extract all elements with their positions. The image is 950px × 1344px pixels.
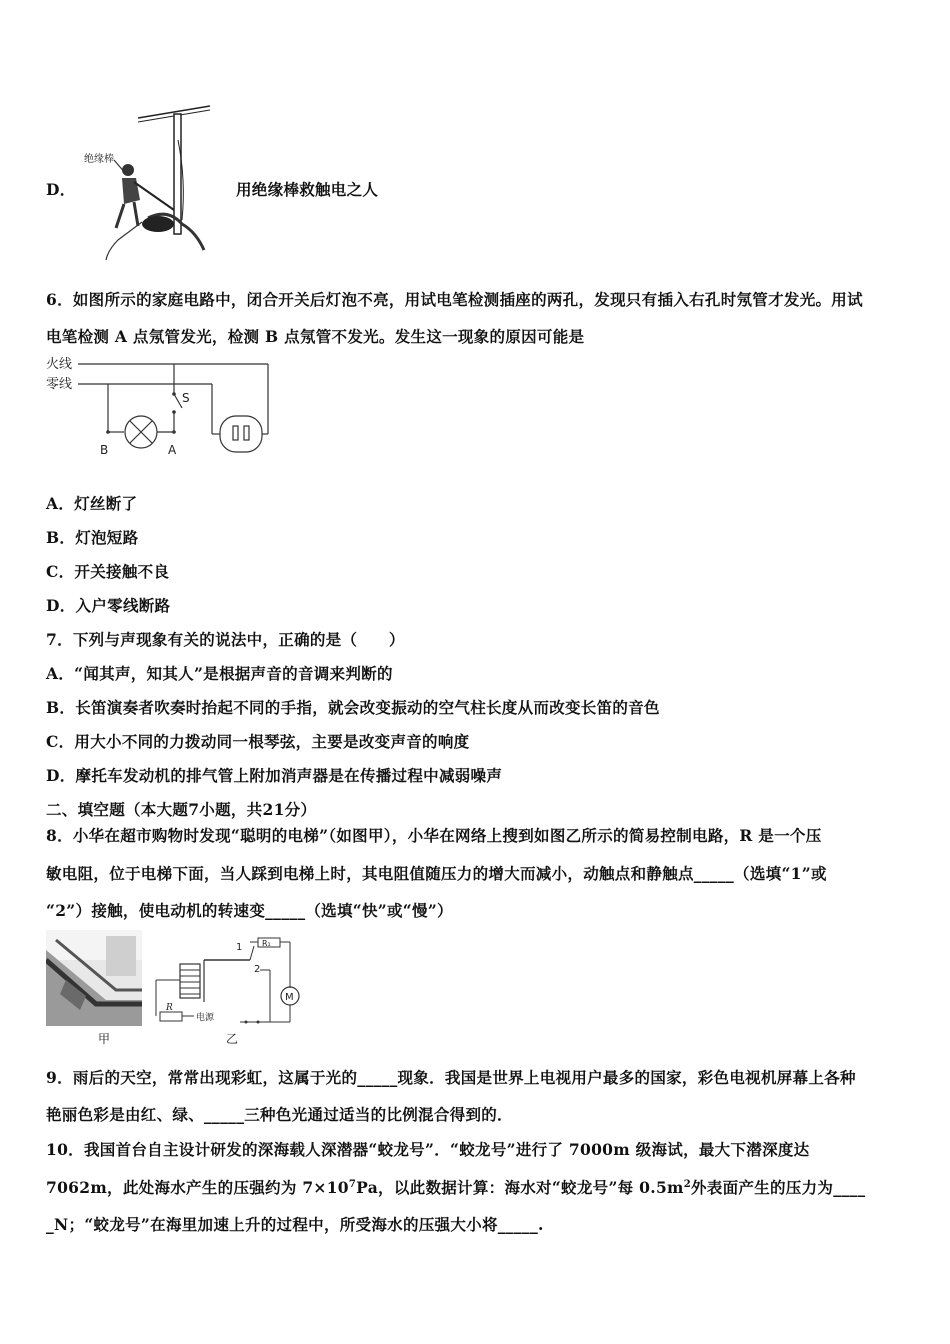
q7-option-c: C．用大小不同的力拨动同一根琴弦，主要是改变声音的响度 — [46, 732, 470, 751]
q10-line2-part-b: Pa，以此数据计算：海水对“蛟龙号”每 0.5m — [356, 1178, 684, 1197]
switch-label: S — [182, 391, 190, 405]
contact-2-label: 2 — [254, 964, 261, 975]
q9-line1: 9．雨后的天空，常常出现彩虹，这属于光的_____现象．我国是世界上电视用户最多的国家，彩色电视机屏幕上各种 — [46, 1068, 856, 1087]
q7-option-d: D．摩托车发动机的排气管上附加消声器是在传播过程中减弱噪声 — [46, 766, 503, 785]
escalator-control-circuit — [150, 930, 310, 1030]
q7-option-b: B．长笛演奏者吹奏时抬起不同的手指，就会改变振动的空气柱长度从而改变长笛的音色 — [46, 698, 660, 717]
escalator-photo — [46, 930, 142, 1026]
q10-line2-part-c: 外表面产生的压力为____ — [691, 1178, 866, 1197]
exponent-7: 7 — [348, 1178, 357, 1190]
neutral-wire-label: 零线 — [46, 377, 73, 392]
q10-line2-part-a: 7062m，此处海水产生的压强约为 7×10 — [46, 1178, 349, 1197]
pressure-resistor-icon — [160, 1012, 182, 1021]
figure-yi-caption: 乙 — [226, 1032, 239, 1046]
q8-line3: “2”）接触，使电动机的转速变_____（选填“快”或“慢”） — [46, 901, 453, 920]
power-supply-label: 电源 — [196, 1013, 215, 1023]
contact-1-label: 1 — [236, 942, 243, 953]
figure-jia-caption: 甲 — [98, 1032, 111, 1046]
q6-stem-line1: 6．如图所示的家庭电路中，闭合开关后灯泡不亮，用试电笔检测插座的两孔，发现只有插入右孔时氖管才发光。用试 — [46, 290, 863, 309]
q9-line2: 艳丽色彩是由红、绿、_____三种色光通过适当的比例混合得到的． — [46, 1105, 513, 1124]
exponent-2: 2 — [683, 1178, 691, 1190]
q10-line1: 10．我国首台自主设计研发的深海载人深潜器“蛟龙号”．“蛟龙号”进行了 7000m 级海试，最大下潜深度达 — [46, 1140, 810, 1159]
q8-line1: 8．小华在超市购物时发现“聪明的电梯”（如图甲），小华在网络上搜到如图乙所示的简易控制电路，R 是一个压 — [46, 826, 822, 845]
motor-label: M — [285, 992, 294, 1003]
q7-option-a: A．“闻其声，知其人”是根据声音的音调来判断的 — [46, 664, 393, 683]
q6-stem-line2: 电笔检测 A 点氖管发光，检测 B 点氖管不发光。发生这一现象的原因可能是 — [46, 327, 585, 346]
socket-icon — [220, 416, 262, 452]
option-d-letter: D． — [46, 180, 76, 199]
q7-stem: 7．下列与声现象有关的说法中，正确的是（ ） — [46, 630, 405, 649]
switch-icon — [174, 394, 182, 408]
q6-option-c: C．开关接触不良 — [46, 562, 170, 581]
section-heading: 二、填空题（本大题7小题，共21分） — [46, 800, 317, 819]
q6-option-d: D．入户零线断路 — [46, 596, 171, 615]
q10-line2 — [46, 1176, 865, 1198]
option-d-text: 用绝缘棒救触电之人 — [236, 180, 379, 199]
q10-line3: _N；“蛟龙号”在海里加速上升的过程中，所受海水的压强大小将_____. — [46, 1215, 544, 1234]
q6-option-b: B．灯泡短路 — [46, 528, 139, 547]
figure-rod-label: 绝缘棒 — [84, 154, 114, 165]
insulated-rod-rescue-figure — [78, 100, 218, 265]
point-b-label: B — [100, 443, 109, 457]
live-wire-label: 火线 — [46, 357, 73, 372]
q8-line2: 敏电阻，位于电梯下面，当人踩到电梯上时，其电阻值随压力的增大而减小，动触点和静触点_____（选填“1”或 — [46, 864, 827, 883]
pressure-resistor-label: R — [166, 1003, 173, 1013]
q6-option-a: A．灯丝断了 — [46, 494, 138, 513]
electromagnet-icon — [180, 964, 200, 998]
point-a-label: A — [168, 443, 177, 457]
household-circuit-diagram — [44, 352, 276, 462]
resistor-r1-label: R₁ — [262, 939, 271, 948]
